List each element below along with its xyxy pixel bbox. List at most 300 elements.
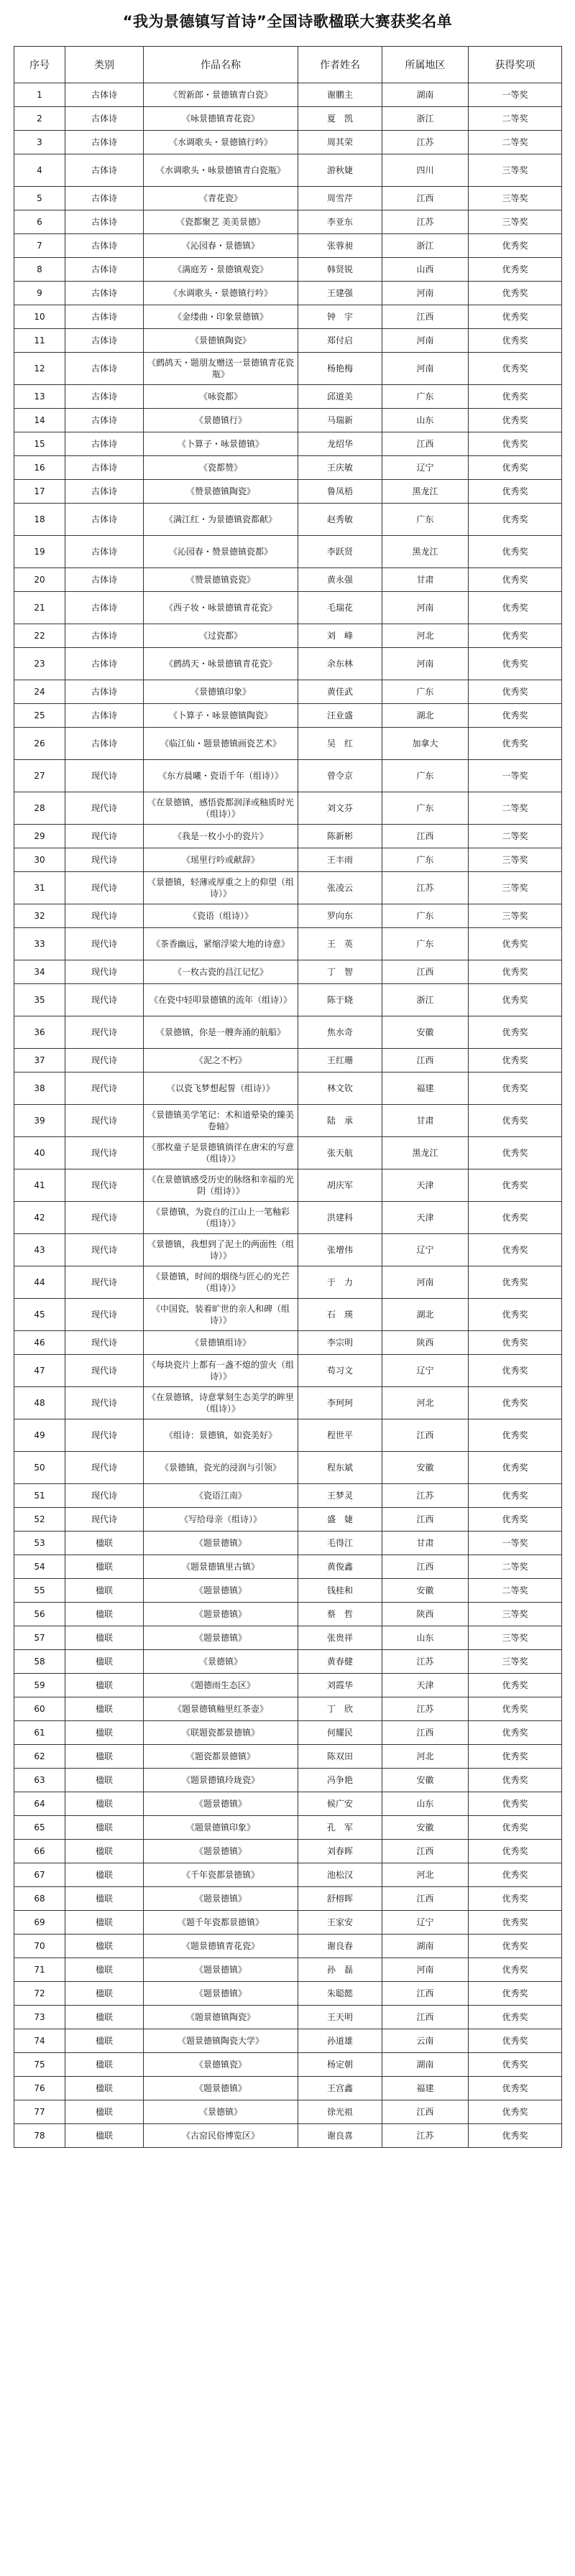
- row-category: 现代诗: [65, 1202, 144, 1234]
- row-region: 辽宁: [382, 1911, 469, 1935]
- row-category: 现代诗: [65, 1419, 144, 1452]
- row-index: 71: [14, 1958, 65, 1982]
- row-work-title: 《联题瓷都景德镇》: [144, 1721, 298, 1745]
- row-award: 优秀奖: [469, 928, 562, 960]
- row-author: 王庆敏: [298, 456, 382, 480]
- row-work-title: 《题景德镇》: [144, 1840, 298, 1863]
- row-award: 优秀奖: [469, 536, 562, 568]
- row-author: 候广安: [298, 1792, 382, 1816]
- row-region: 江西: [382, 960, 469, 984]
- row-award: 三等奖: [469, 1650, 562, 1674]
- row-index: 55: [14, 1579, 65, 1603]
- row-award: 一等奖: [469, 83, 562, 107]
- row-award: 二等奖: [469, 131, 562, 154]
- row-author: 鲁凤梧: [298, 480, 382, 504]
- row-award: 优秀奖: [469, 2124, 562, 2148]
- table-row: [14, 1105, 562, 1137]
- table-row: [14, 1911, 562, 1935]
- table-row: [14, 536, 562, 568]
- table-row: [14, 568, 562, 592]
- row-index: 7: [14, 234, 65, 258]
- row-award: 优秀奖: [469, 305, 562, 329]
- row-category: 古体诗: [65, 504, 144, 536]
- row-work-title: 《卜算子・咏景德镇陶瓷》: [144, 704, 298, 728]
- table-row: [14, 2077, 562, 2100]
- row-category: 现代诗: [65, 904, 144, 928]
- row-region: 河南: [382, 329, 469, 353]
- row-award: 优秀奖: [469, 2029, 562, 2053]
- row-category: 楹联: [65, 1935, 144, 1958]
- row-author: 盛 婕: [298, 1508, 382, 1532]
- table-row: [14, 1452, 562, 1484]
- row-award: 优秀奖: [469, 2077, 562, 2100]
- table-row: [14, 2100, 562, 2124]
- row-index: 20: [14, 568, 65, 592]
- row-index: 62: [14, 1745, 65, 1769]
- row-index: 16: [14, 456, 65, 480]
- row-index: 27: [14, 760, 65, 792]
- row-category: 楹联: [65, 1792, 144, 1816]
- row-index: 30: [14, 848, 65, 872]
- table-row: [14, 1697, 562, 1721]
- row-category: 楹联: [65, 2124, 144, 2148]
- row-work-title: 《景德镇美学笔记：术和道晕染的臻美卷轴》: [144, 1105, 298, 1137]
- row-work-title: 《青花瓷》: [144, 187, 298, 210]
- row-author: 丁 欣: [298, 1697, 382, 1721]
- row-author: 王丰雨: [298, 848, 382, 872]
- row-index: 25: [14, 704, 65, 728]
- row-region: 河南: [382, 1266, 469, 1299]
- row-category: 古体诗: [65, 480, 144, 504]
- row-category: 现代诗: [65, 1137, 144, 1169]
- table-row: [14, 872, 562, 904]
- row-author: 李跃贤: [298, 536, 382, 568]
- row-category: 古体诗: [65, 353, 144, 385]
- row-index: 23: [14, 648, 65, 680]
- row-region: 广东: [382, 385, 469, 409]
- row-region: 辽宁: [382, 1355, 469, 1387]
- row-work-title: 《水调歌头・咏景德镇青白瓷瓶》: [144, 154, 298, 187]
- table-row: [14, 1958, 562, 1982]
- row-category: 现代诗: [65, 1072, 144, 1105]
- row-work-title: 《以瓷飞梦想起誓（组诗）》: [144, 1072, 298, 1105]
- row-award: 三等奖: [469, 904, 562, 928]
- row-work-title: 《题景德镇陶瓷大学》: [144, 2029, 298, 2053]
- row-work-title: 《我是一枚小小的瓷片》: [144, 825, 298, 848]
- row-award: 二等奖: [469, 1579, 562, 1603]
- row-index: 54: [14, 1555, 65, 1579]
- row-category: 楹联: [65, 1532, 144, 1555]
- row-author: 赵秀敏: [298, 504, 382, 536]
- row-index: 75: [14, 2053, 65, 2077]
- table-row: [14, 154, 562, 187]
- table-row: [14, 1049, 562, 1072]
- row-work-title: 《瓷语（组诗）》: [144, 904, 298, 928]
- row-work-title: 《瓷都赞》: [144, 456, 298, 480]
- row-region: 黑龙江: [382, 480, 469, 504]
- row-region: 山东: [382, 1626, 469, 1650]
- row-work-title: 《景德镇印象》: [144, 680, 298, 704]
- row-region: 陕西: [382, 1331, 469, 1355]
- row-author: 王 英: [298, 928, 382, 960]
- row-region: 河北: [382, 1745, 469, 1769]
- row-author: 夏 凯: [298, 107, 382, 131]
- row-award: 优秀奖: [469, 1105, 562, 1137]
- row-work-title: 《瑶里行吟或献辞》: [144, 848, 298, 872]
- table-row: [14, 258, 562, 282]
- row-award: 优秀奖: [469, 1816, 562, 1840]
- row-author: 徐光祖: [298, 2100, 382, 2124]
- row-award: 优秀奖: [469, 1935, 562, 1958]
- row-work-title: 《题景德镇》: [144, 1887, 298, 1911]
- row-work-title: 《古窑民俗博览区》: [144, 2124, 298, 2148]
- row-author: 毛瑞花: [298, 592, 382, 624]
- row-region: 江西: [382, 1721, 469, 1745]
- row-category: 古体诗: [65, 624, 144, 648]
- table-row: [14, 1234, 562, 1266]
- row-index: 37: [14, 1049, 65, 1072]
- row-award: 一等奖: [469, 1532, 562, 1555]
- table-row: [14, 234, 562, 258]
- row-award: 优秀奖: [469, 432, 562, 456]
- row-award: 三等奖: [469, 210, 562, 234]
- row-work-title: 《题德雨生态区》: [144, 1674, 298, 1697]
- table-row: [14, 107, 562, 131]
- table-row: [14, 1137, 562, 1169]
- row-award: 优秀奖: [469, 1484, 562, 1508]
- row-region: 甘肃: [382, 1532, 469, 1555]
- row-region: 山西: [382, 258, 469, 282]
- row-award: 优秀奖: [469, 624, 562, 648]
- row-region: 江苏: [382, 1650, 469, 1674]
- row-region: 广东: [382, 848, 469, 872]
- table-row: [14, 928, 562, 960]
- row-index: 51: [14, 1484, 65, 1508]
- row-work-title: 《东方晨曦・瓷语千年（组诗）》: [144, 760, 298, 792]
- row-award: 优秀奖: [469, 258, 562, 282]
- table-row: [14, 1626, 562, 1650]
- row-author: 刘霞华: [298, 1674, 382, 1697]
- row-category: 楹联: [65, 1674, 144, 1697]
- row-index: 13: [14, 385, 65, 409]
- row-category: 现代诗: [65, 1331, 144, 1355]
- row-work-title: 《景德镇，我想到了泥土的两面性（组诗）》: [144, 1234, 298, 1266]
- row-author: 汪业盛: [298, 704, 382, 728]
- row-work-title: 《题景德镇》: [144, 1532, 298, 1555]
- row-author: 孙道雄: [298, 2029, 382, 2053]
- row-work-title: 《题景德镇》: [144, 2077, 298, 2100]
- table-row: [14, 592, 562, 624]
- row-award: 优秀奖: [469, 1769, 562, 1792]
- row-author: 谢良春: [298, 1935, 382, 1958]
- row-work-title: 《鹧鸪天・咏景德镇青花瓷》: [144, 648, 298, 680]
- row-work-title: 《题千年瓷都景德镇》: [144, 1911, 298, 1935]
- row-work-title: 《卜算子・咏景德镇》: [144, 432, 298, 456]
- table-row: [14, 960, 562, 984]
- row-work-title: 《题景德镇》: [144, 1792, 298, 1816]
- table-header-row: [14, 47, 562, 83]
- row-author: 张天航: [298, 1137, 382, 1169]
- row-category: 古体诗: [65, 329, 144, 353]
- row-author: 刘文芬: [298, 792, 382, 825]
- row-work-title: 《景德镇》: [144, 1650, 298, 1674]
- row-category: 古体诗: [65, 648, 144, 680]
- row-region: 天津: [382, 1674, 469, 1697]
- row-award: 优秀奖: [469, 1911, 562, 1935]
- row-region: 安徽: [382, 1769, 469, 1792]
- row-index: 22: [14, 624, 65, 648]
- table-row: [14, 1816, 562, 1840]
- row-category: 古体诗: [65, 282, 144, 305]
- row-award: 优秀奖: [469, 1387, 562, 1419]
- row-author: 洪建科: [298, 1202, 382, 1234]
- row-index: 64: [14, 1792, 65, 1816]
- row-author: 何耀民: [298, 1721, 382, 1745]
- row-category: 现代诗: [65, 1355, 144, 1387]
- row-index: 44: [14, 1266, 65, 1299]
- row-author: 谢良喜: [298, 2124, 382, 2148]
- table-row: [14, 187, 562, 210]
- row-category: 现代诗: [65, 1299, 144, 1331]
- row-author: 周其荣: [298, 131, 382, 154]
- row-category: 现代诗: [65, 960, 144, 984]
- row-category: 古体诗: [65, 187, 144, 210]
- row-region: 安徽: [382, 1016, 469, 1049]
- row-category: 现代诗: [65, 1105, 144, 1137]
- row-category: 现代诗: [65, 848, 144, 872]
- row-award: 优秀奖: [469, 282, 562, 305]
- row-award: 优秀奖: [469, 1234, 562, 1266]
- table-row: [14, 480, 562, 504]
- table-row: [14, 1982, 562, 2006]
- row-work-title: 《咏瓷都》: [144, 385, 298, 409]
- row-author: 舒榕晖: [298, 1887, 382, 1911]
- row-award: 优秀奖: [469, 1137, 562, 1169]
- row-index: 65: [14, 1816, 65, 1840]
- row-award: 三等奖: [469, 1603, 562, 1626]
- row-work-title: 《景德镇》: [144, 2100, 298, 2124]
- row-work-title: 《一枚古瓷的昌江记忆》: [144, 960, 298, 984]
- row-index: 12: [14, 353, 65, 385]
- document-title: “我为景德镇写首诗”全国诗歌楹联大赛获奖名单: [122, 13, 453, 30]
- row-work-title: 《水调歌头・景德镇行吟》: [144, 282, 298, 305]
- table-row: [14, 2006, 562, 2029]
- row-work-title: 《鹧鸪天・题朋友赠送一景德镇青花瓷瓶》: [144, 353, 298, 385]
- row-index: 40: [14, 1137, 65, 1169]
- row-author: 杨定朝: [298, 2053, 382, 2077]
- row-category: 楹联: [65, 1982, 144, 2006]
- row-author: 丁 智: [298, 960, 382, 984]
- row-region: 河南: [382, 353, 469, 385]
- table-row: [14, 1579, 562, 1603]
- row-index: 78: [14, 2124, 65, 2148]
- row-author: 游秋婕: [298, 154, 382, 187]
- table-row: [14, 1508, 562, 1532]
- row-region: 江西: [382, 1982, 469, 2006]
- table-row: [14, 760, 562, 792]
- row-award: 二等奖: [469, 792, 562, 825]
- row-category: 楹联: [65, 1603, 144, 1626]
- row-region: 江西: [382, 1555, 469, 1579]
- row-category: 楹联: [65, 1650, 144, 1674]
- row-award: 优秀奖: [469, 1982, 562, 2006]
- row-index: 39: [14, 1105, 65, 1137]
- row-award: 优秀奖: [469, 2100, 562, 2124]
- row-work-title: 《在景德镇，诗意掌刻生态美学的眸里（组诗）》: [144, 1387, 298, 1419]
- row-region: 江西: [382, 1049, 469, 1072]
- row-category: 楹联: [65, 2006, 144, 2029]
- row-work-title: 《在瓷中轻叩景德镇的流年（组诗）》: [144, 984, 298, 1016]
- row-region: 江苏: [382, 1697, 469, 1721]
- row-category: 现代诗: [65, 1234, 144, 1266]
- row-author: 王建强: [298, 282, 382, 305]
- row-author: 陈于晓: [298, 984, 382, 1016]
- row-work-title: 《水调歌头・景德镇行吟》: [144, 131, 298, 154]
- table-row: [14, 409, 562, 432]
- row-index: 50: [14, 1452, 65, 1484]
- row-work-title: 《那枚童子是景德镇徜徉在唐宋的写意（组诗）》: [144, 1137, 298, 1169]
- row-index: 21: [14, 592, 65, 624]
- row-region: 甘肃: [382, 568, 469, 592]
- row-work-title: 《景德镇，轻薄或厚重之上的仰望（组诗）》: [144, 872, 298, 904]
- table-row: [14, 305, 562, 329]
- row-work-title: 《景德镇瓷》: [144, 2053, 298, 2077]
- table-row: [14, 1745, 562, 1769]
- row-category: 古体诗: [65, 210, 144, 234]
- row-region: 江西: [382, 187, 469, 210]
- row-index: 24: [14, 680, 65, 704]
- row-category: 楹联: [65, 1721, 144, 1745]
- row-author: 罗向东: [298, 904, 382, 928]
- row-author: 张贵祥: [298, 1626, 382, 1650]
- row-award: 优秀奖: [469, 984, 562, 1016]
- row-award: 优秀奖: [469, 680, 562, 704]
- row-author: 陆 承: [298, 1105, 382, 1137]
- row-award: 三等奖: [469, 872, 562, 904]
- table-row: [14, 1202, 562, 1234]
- row-work-title: 《千年瓷都景德镇》: [144, 1863, 298, 1887]
- row-category: 现代诗: [65, 792, 144, 825]
- table-row: [14, 728, 562, 760]
- row-category: 古体诗: [65, 107, 144, 131]
- row-work-title: 《景德镇，时间的烟绕与匠心的光芒（组诗）》: [144, 1266, 298, 1299]
- table-row: [14, 329, 562, 353]
- row-category: 楹联: [65, 2077, 144, 2100]
- row-region: 黑龙江: [382, 1137, 469, 1169]
- row-index: 17: [14, 480, 65, 504]
- row-award: 优秀奖: [469, 1202, 562, 1234]
- row-region: 浙江: [382, 107, 469, 131]
- row-category: 古体诗: [65, 568, 144, 592]
- row-award: 二等奖: [469, 825, 562, 848]
- row-category: 楹联: [65, 1840, 144, 1863]
- row-author: 李宗明: [298, 1331, 382, 1355]
- row-work-title: 《题景德镇里古镇》: [144, 1555, 298, 1579]
- row-award: 优秀奖: [469, 1266, 562, 1299]
- row-award: 优秀奖: [469, 504, 562, 536]
- header-region: 所属地区: [382, 47, 469, 83]
- row-work-title: 《题景德镇印象》: [144, 1816, 298, 1840]
- row-index: 28: [14, 792, 65, 825]
- row-index: 58: [14, 1650, 65, 1674]
- row-category: 现代诗: [65, 1169, 144, 1202]
- row-region: 江西: [382, 432, 469, 456]
- row-region: 福建: [382, 2077, 469, 2100]
- row-index: 35: [14, 984, 65, 1016]
- row-index: 11: [14, 329, 65, 353]
- table-row: [14, 2124, 562, 2148]
- row-region: 安徽: [382, 1452, 469, 1484]
- row-work-title: 《题景德镇玲珑瓷》: [144, 1769, 298, 1792]
- row-region: 江苏: [382, 210, 469, 234]
- row-category: 古体诗: [65, 385, 144, 409]
- row-author: 王红珊: [298, 1049, 382, 1072]
- row-index: 56: [14, 1603, 65, 1626]
- row-index: 66: [14, 1840, 65, 1863]
- row-author: 石 瑛: [298, 1299, 382, 1331]
- row-category: 古体诗: [65, 258, 144, 282]
- row-award: 三等奖: [469, 848, 562, 872]
- row-author: 韩贤锐: [298, 258, 382, 282]
- row-index: 34: [14, 960, 65, 984]
- table-row: [14, 1331, 562, 1355]
- table-row: [14, 504, 562, 536]
- row-author: 冯争艳: [298, 1769, 382, 1792]
- row-index: 49: [14, 1419, 65, 1452]
- row-region: 天津: [382, 1202, 469, 1234]
- row-author: 谢鹏主: [298, 83, 382, 107]
- row-work-title: 《赞景德镇瓷瓷》: [144, 568, 298, 592]
- row-award: 优秀奖: [469, 409, 562, 432]
- row-work-title: 《景德镇陶瓷》: [144, 329, 298, 353]
- table-row: [14, 624, 562, 648]
- row-award: 优秀奖: [469, 1863, 562, 1887]
- row-category: 楹联: [65, 1555, 144, 1579]
- row-region: 辽宁: [382, 456, 469, 480]
- row-author: 程世平: [298, 1419, 382, 1452]
- row-award: 三等奖: [469, 187, 562, 210]
- row-author: 周雪芹: [298, 187, 382, 210]
- table-row: [14, 1840, 562, 1863]
- row-award: 二等奖: [469, 107, 562, 131]
- row-work-title: 《茶香幽远，紧缩浮梁大地的诗意》: [144, 928, 298, 960]
- row-region: 安徽: [382, 1816, 469, 1840]
- row-index: 76: [14, 2077, 65, 2100]
- row-author: 郑付启: [298, 329, 382, 353]
- row-region: 广东: [382, 904, 469, 928]
- row-index: 29: [14, 825, 65, 848]
- row-region: 江西: [382, 2006, 469, 2029]
- row-category: 古体诗: [65, 680, 144, 704]
- row-work-title: 《题瓷都景德镇》: [144, 1745, 298, 1769]
- row-award: 三等奖: [469, 154, 562, 187]
- row-category: 古体诗: [65, 234, 144, 258]
- row-work-title: 《咏景德镇青花瓷》: [144, 107, 298, 131]
- row-region: 河南: [382, 1958, 469, 1982]
- row-author: 王宫鑫: [298, 2077, 382, 2100]
- row-author: 杨艳梅: [298, 353, 382, 385]
- row-index: 38: [14, 1072, 65, 1105]
- row-region: 江西: [382, 825, 469, 848]
- row-author: 刘春晖: [298, 1840, 382, 1863]
- row-index: 52: [14, 1508, 65, 1532]
- row-work-title: 《题景德镇》: [144, 1603, 298, 1626]
- row-category: 楹联: [65, 2100, 144, 2124]
- row-region: 安徽: [382, 1579, 469, 1603]
- row-work-title: 《满江红・为景德镇瓷都献》: [144, 504, 298, 536]
- row-author: 刘 峰: [298, 624, 382, 648]
- row-category: 古体诗: [65, 409, 144, 432]
